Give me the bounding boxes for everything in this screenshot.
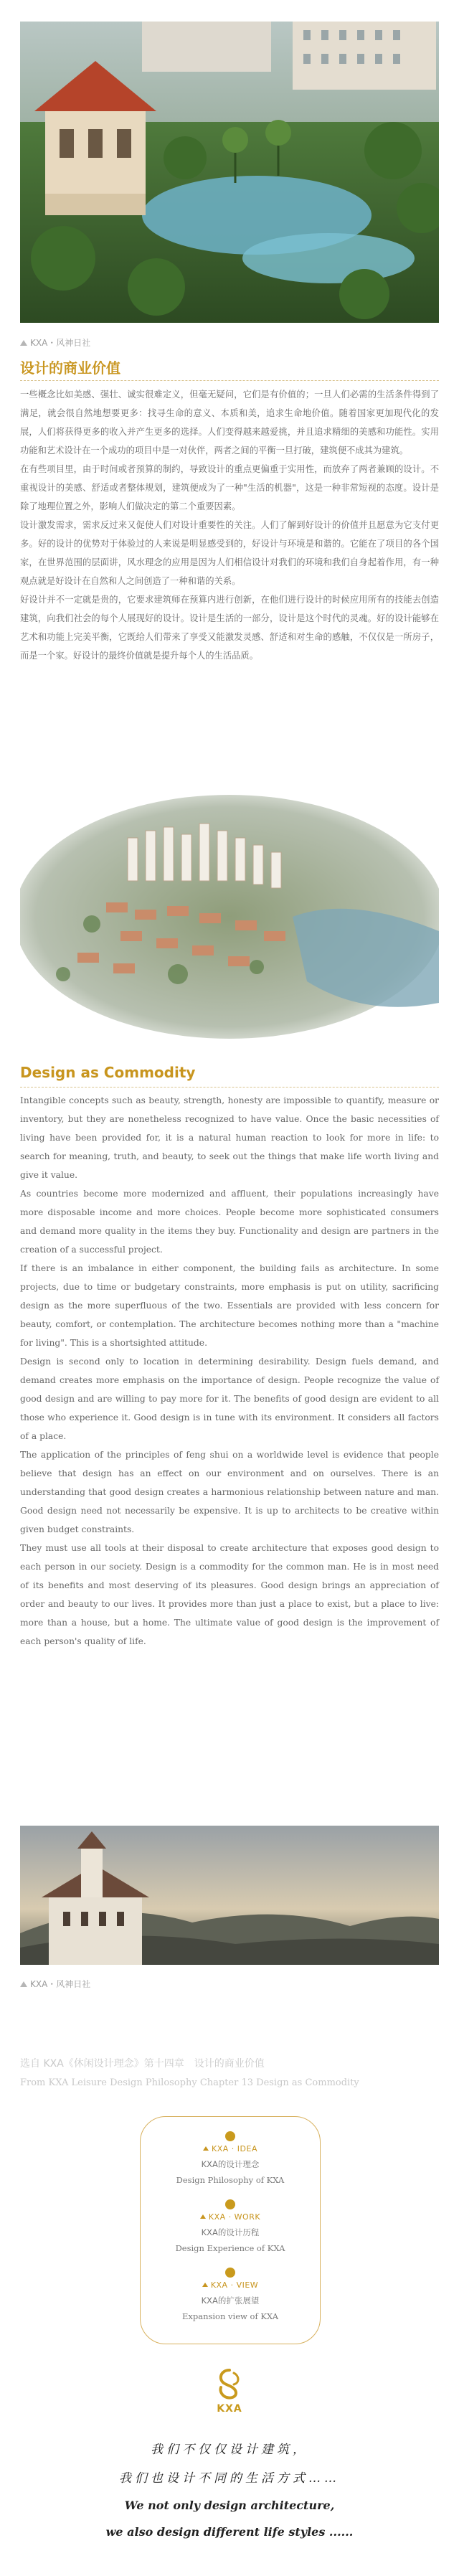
triangle-icon: [20, 340, 27, 346]
resort-pavilion-photo: [20, 22, 439, 323]
menu-title-zh: KXA的扩张展望: [201, 2296, 260, 2306]
chapter-source-cn: 选自 KXA《休闲设计理念》第十四章 设计的商业价值: [20, 2058, 265, 2070]
caption-text: KXA・风神日社: [30, 1979, 91, 1989]
church-sunset-photo: [20, 1826, 439, 1965]
slogan-cn-1: 我们不仅仅设计建筑，: [151, 2443, 308, 2457]
menu-title-zh: KXA的设计历程: [201, 2227, 260, 2237]
caption-text: KXA・风神日社: [30, 338, 91, 348]
menu-title-en: Expansion view of KXA: [181, 2311, 279, 2321]
aerial-town-photo: [20, 788, 439, 1044]
gold-dot-icon: [225, 2131, 235, 2141]
kxa-logo-icon: [208, 2367, 251, 2400]
triangle-icon: [202, 2283, 208, 2287]
menu-item-view[interactable]: [141, 2268, 320, 2321]
menu-title-en: Design Experience of KXA: [175, 2243, 285, 2253]
section-title-en: Design as Commodity: [20, 1064, 196, 1081]
paragraph: Design is second only to location in determining desirability. Design fuels demand, and demand creates more emphasis on the importance of design. People recognize the value of good design and are willing to pay more for it. The benefits of good design are evident to all those who experience it. Good design is in tune with its environment. It considers all factors of a place.: [20, 1357, 439, 1441]
section-title-cn: 设计的商业价值: [20, 359, 120, 377]
photo-caption: [20, 336, 90, 349]
gold-dot-icon: [225, 2199, 235, 2209]
triangle-icon: [203, 2146, 209, 2151]
paragraph: 好设计并不一定就是贵的，它要求建筑师在预算内进行创新，在他们进行设计的时候应用所有的技能去创造建筑，向我们社会的每个人展现好的设计。设计是生活的一部分，设计是这个时代的灵魂。好的设计能够在艺术和功能上完美平衡，它既给人们带来了享受又能激发灵感、舒适和对生命的感触，不仅仅是一所房子，而是一个家。好设计的最终价值就是提升每个人的生活品质。: [20, 595, 439, 661]
english-article: [20, 1091, 439, 1651]
kxa-menu-card: [140, 2116, 321, 2344]
paragraph: 设计激发需求，需求反过来又促使人们对设计重要性的关注。人们了解到好设计的价值并且愿意为它支付更多。好的设计的优势对于体验过的人来说是明显感受到的，好设计与环境是和谐的。它能在了项目的各个国家，在世界范围的层面讲，风水理念的应用是因为人们相信设计对我们的环境和我们自身起着作用，有一种观点就是好设计在自然和人之间创造了一种和谐的关系。: [20, 520, 439, 586]
menu-title-zh: KXA的设计理念: [201, 2159, 260, 2169]
paragraph: They must use all tools at their disposal to create architecture that exposes good design to each person in our society. Design is a commodity for the common man. He is in most need of its benefits and most deserving of its pleasures. Good design brings an appreciation of order and beauty to our lives. It provides more than just a place to exist, but a place to live: more than a house, but a home. The ultimate value of good design is the improvement of each person's quality of life.: [20, 1543, 439, 1646]
paragraph: 在有些项目里，由于时间或者预算的制约，导致设计的重点更偏重于实用性，而放弃了两者兼顾的设计。不重视设计的美感、舒适或者整体规划，建筑便成为了一种"生活的机器"，这是一种非常短视的态度。设计是除了地理位置之外，影响人们做决定的第二个重要因素。: [20, 464, 439, 511]
menu-tag: KXA · WORK: [208, 2212, 261, 2222]
kxa-logo: [208, 2367, 251, 2417]
paragraph: The application of the principles of feng shui on a worldwide level is evidence that people believe that design has an effect on our environment and on ourselves. There is an understanding that good design creates a harmonious relationship between nature and man. Good design need not necessarily be expensive. It is up to architects to be creative within given budget constraints.: [20, 1450, 439, 1534]
triangle-icon: [20, 1981, 27, 1987]
chapter-source-en: From KXA Leisure Design Philosophy Chapter 13 Design as Commodity: [20, 2077, 359, 2088]
chinese-article: [20, 385, 439, 665]
triangle-icon: [200, 2214, 206, 2219]
photo-caption: [20, 1978, 90, 1990]
divider: [20, 1087, 439, 1088]
divider: [20, 380, 439, 381]
menu-tag: KXA · VIEW: [210, 2280, 259, 2290]
slogan-en-2: we also design different life styles ......: [105, 2525, 354, 2539]
gold-dot-icon: [225, 2268, 235, 2278]
paragraph: 一些概念比如美感、强壮、诚实很难定义，但毫无疑问，它们是有价值的；一旦人们必需的生活条件得到了满足，就会很自然地想要更多：找寻生命的意义、本质和美，追求生命地价值。随着国家更加现代化的发展，人们将获得更多的收入并产生更多的选择。人们变得越来越爱挑，并且追求精细的美感和功能性。实用功能和艺术设计在一个成功的项目中是一对伙伴，两者之间的平衡一旦打破，建筑便不成其为建筑。: [20, 390, 439, 456]
slogan-en-1: We not only design architecture,: [124, 2499, 335, 2512]
paragraph: As countries become more modernized and affluent, their populations increasingly have more disposable income and more choices. People become more sophisticated consumers and demand more quality in the items they buy. Functionality and design are partners in the creation of a successful project.: [20, 1189, 439, 1255]
slogan-cn-2: 我们也设计不同的生活方式……: [119, 2471, 340, 2486]
menu-title-en: Design Philosophy of KXA: [176, 2175, 285, 2185]
menu-item-idea[interactable]: [141, 2131, 320, 2185]
menu-tag: KXA · IDEA: [212, 2144, 257, 2153]
logo-text: KXA: [217, 2403, 242, 2415]
paragraph: Intangible concepts such as beauty, strength, honesty are impossible to quantify, measure or inventory, but they are nonetheless recognized to have value. Once the basic necessities of living have been provided for, it is a natural human reaction to look for more in life: to search for meaning, truth, and beauty, to seek out the things that make life worth living and give it value.: [20, 1095, 439, 1180]
paragraph: If there is an imbalance in either component, the building fails as architecture. In some projects, due to time or budgetary constraints, more emphasis is put on utility, sacrificing design as the more superfluous of the two. Essentials are provided with less concern for beauty, comfort, or contemplation. The architecture becomes nothing more than a "machine for living". This is a shortsighted attitude.: [20, 1263, 439, 1348]
menu-item-work[interactable]: [141, 2199, 320, 2253]
